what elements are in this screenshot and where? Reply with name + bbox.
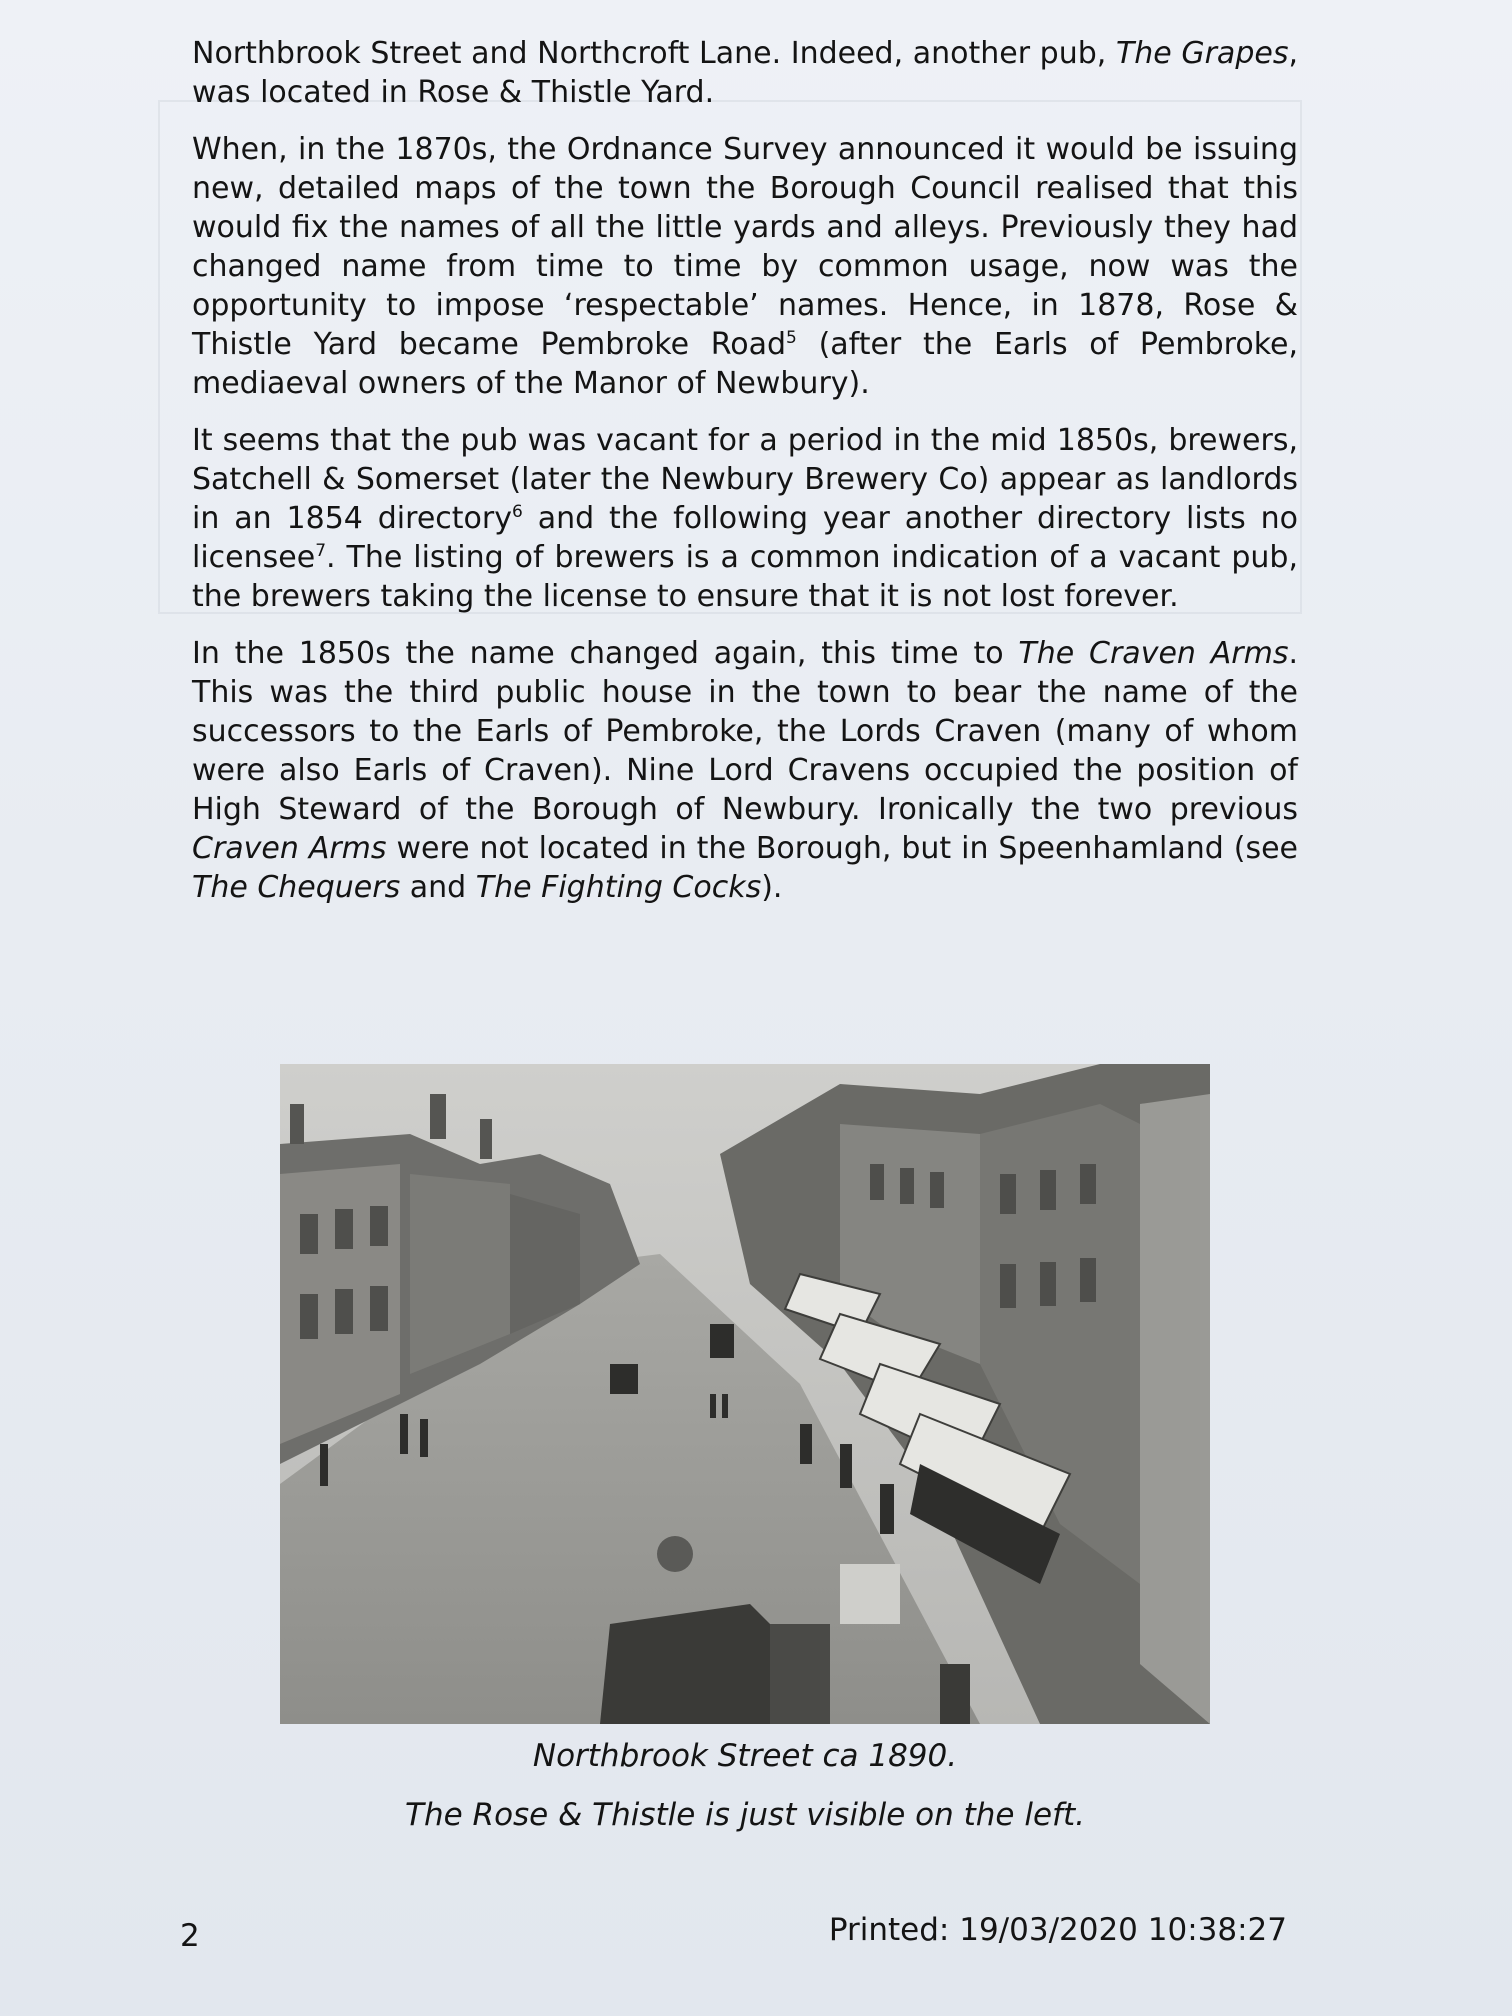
text-run: Northbrook Street and Northcroft Lane. Indeed, another pub, (192, 36, 1116, 71)
footnote-marker: 6 (511, 502, 523, 522)
text-run: , was located in Rose & Thistle Yard. (192, 36, 1298, 110)
paragraph-3 (192, 421, 1298, 616)
text-run: and (400, 870, 476, 905)
body-text (192, 34, 1298, 925)
street-photo-image (280, 1064, 1210, 1724)
italic-title: The Fighting Cocks (475, 870, 762, 905)
paragraph-1 (192, 34, 1298, 112)
printed-timestamp: Printed: 19/03/2020 10:38:27 (828, 1912, 1287, 1948)
italic-title: The Grapes (1115, 36, 1289, 71)
historic-street-photo (280, 1064, 1210, 1724)
paragraph-2 (192, 130, 1298, 403)
text-run: and the following year another directory lists no licensee (192, 501, 1298, 575)
photo-caption-line-2: The Rose & Thistle is just visible on the left. (405, 1797, 1085, 1833)
italic-title: The Craven Arms (1018, 636, 1289, 671)
text-run: . The listing of brewers is a common indication of a vacant pub, the brewers taking the license to ensure that it is not lost forever. (192, 540, 1298, 614)
text-run: (after the Earls of Pembroke, mediaeval owners of the Manor of Newbury). (192, 327, 1299, 401)
text-run: When, in the 1870s, the Ordnance Survey announced it would be issuing new, detailed maps of the town the Borough Council realised that this would fix the names of all the little yards and alleys. Previously they had changed name from time to time by common usage, now was the opportunity to impose ‘respectable’ names. Hence, in 1878, Rose & Thistle Yard became Pembroke Road (192, 132, 1298, 362)
text-run: . This was the third public house in the town to bear the name of the successors to the Earls of Pembroke, the Lords Craven (many of whom were also Earls of Craven). Nine Lord Cravens occupied the position of High Steward of the Borough of Newbury. Ironically the two previous (192, 636, 1298, 827)
footnote-marker: 7 (315, 541, 327, 561)
text-run: It seems that the pub was vacant for a period in the mid 1850s, brewers, Satchell & Somerset (later the Newbury Brewery Co) appear as landlords in an 1854 directory (192, 423, 1298, 536)
text-run: In the 1850s the name changed again, this time to (192, 636, 1019, 671)
footnote-marker: 5 (786, 328, 797, 348)
italic-title: The Chequers (192, 870, 401, 905)
photo-caption-line-1: Northbrook Street ca 1890. (532, 1738, 958, 1774)
text-run: were not located in the Borough, but in Speenhamland (see (386, 831, 1298, 866)
page-number: 2 (180, 1918, 200, 1954)
paragraph-4 (192, 634, 1298, 907)
italic-title: Craven Arms (192, 831, 387, 866)
text-run: ). (761, 870, 783, 905)
